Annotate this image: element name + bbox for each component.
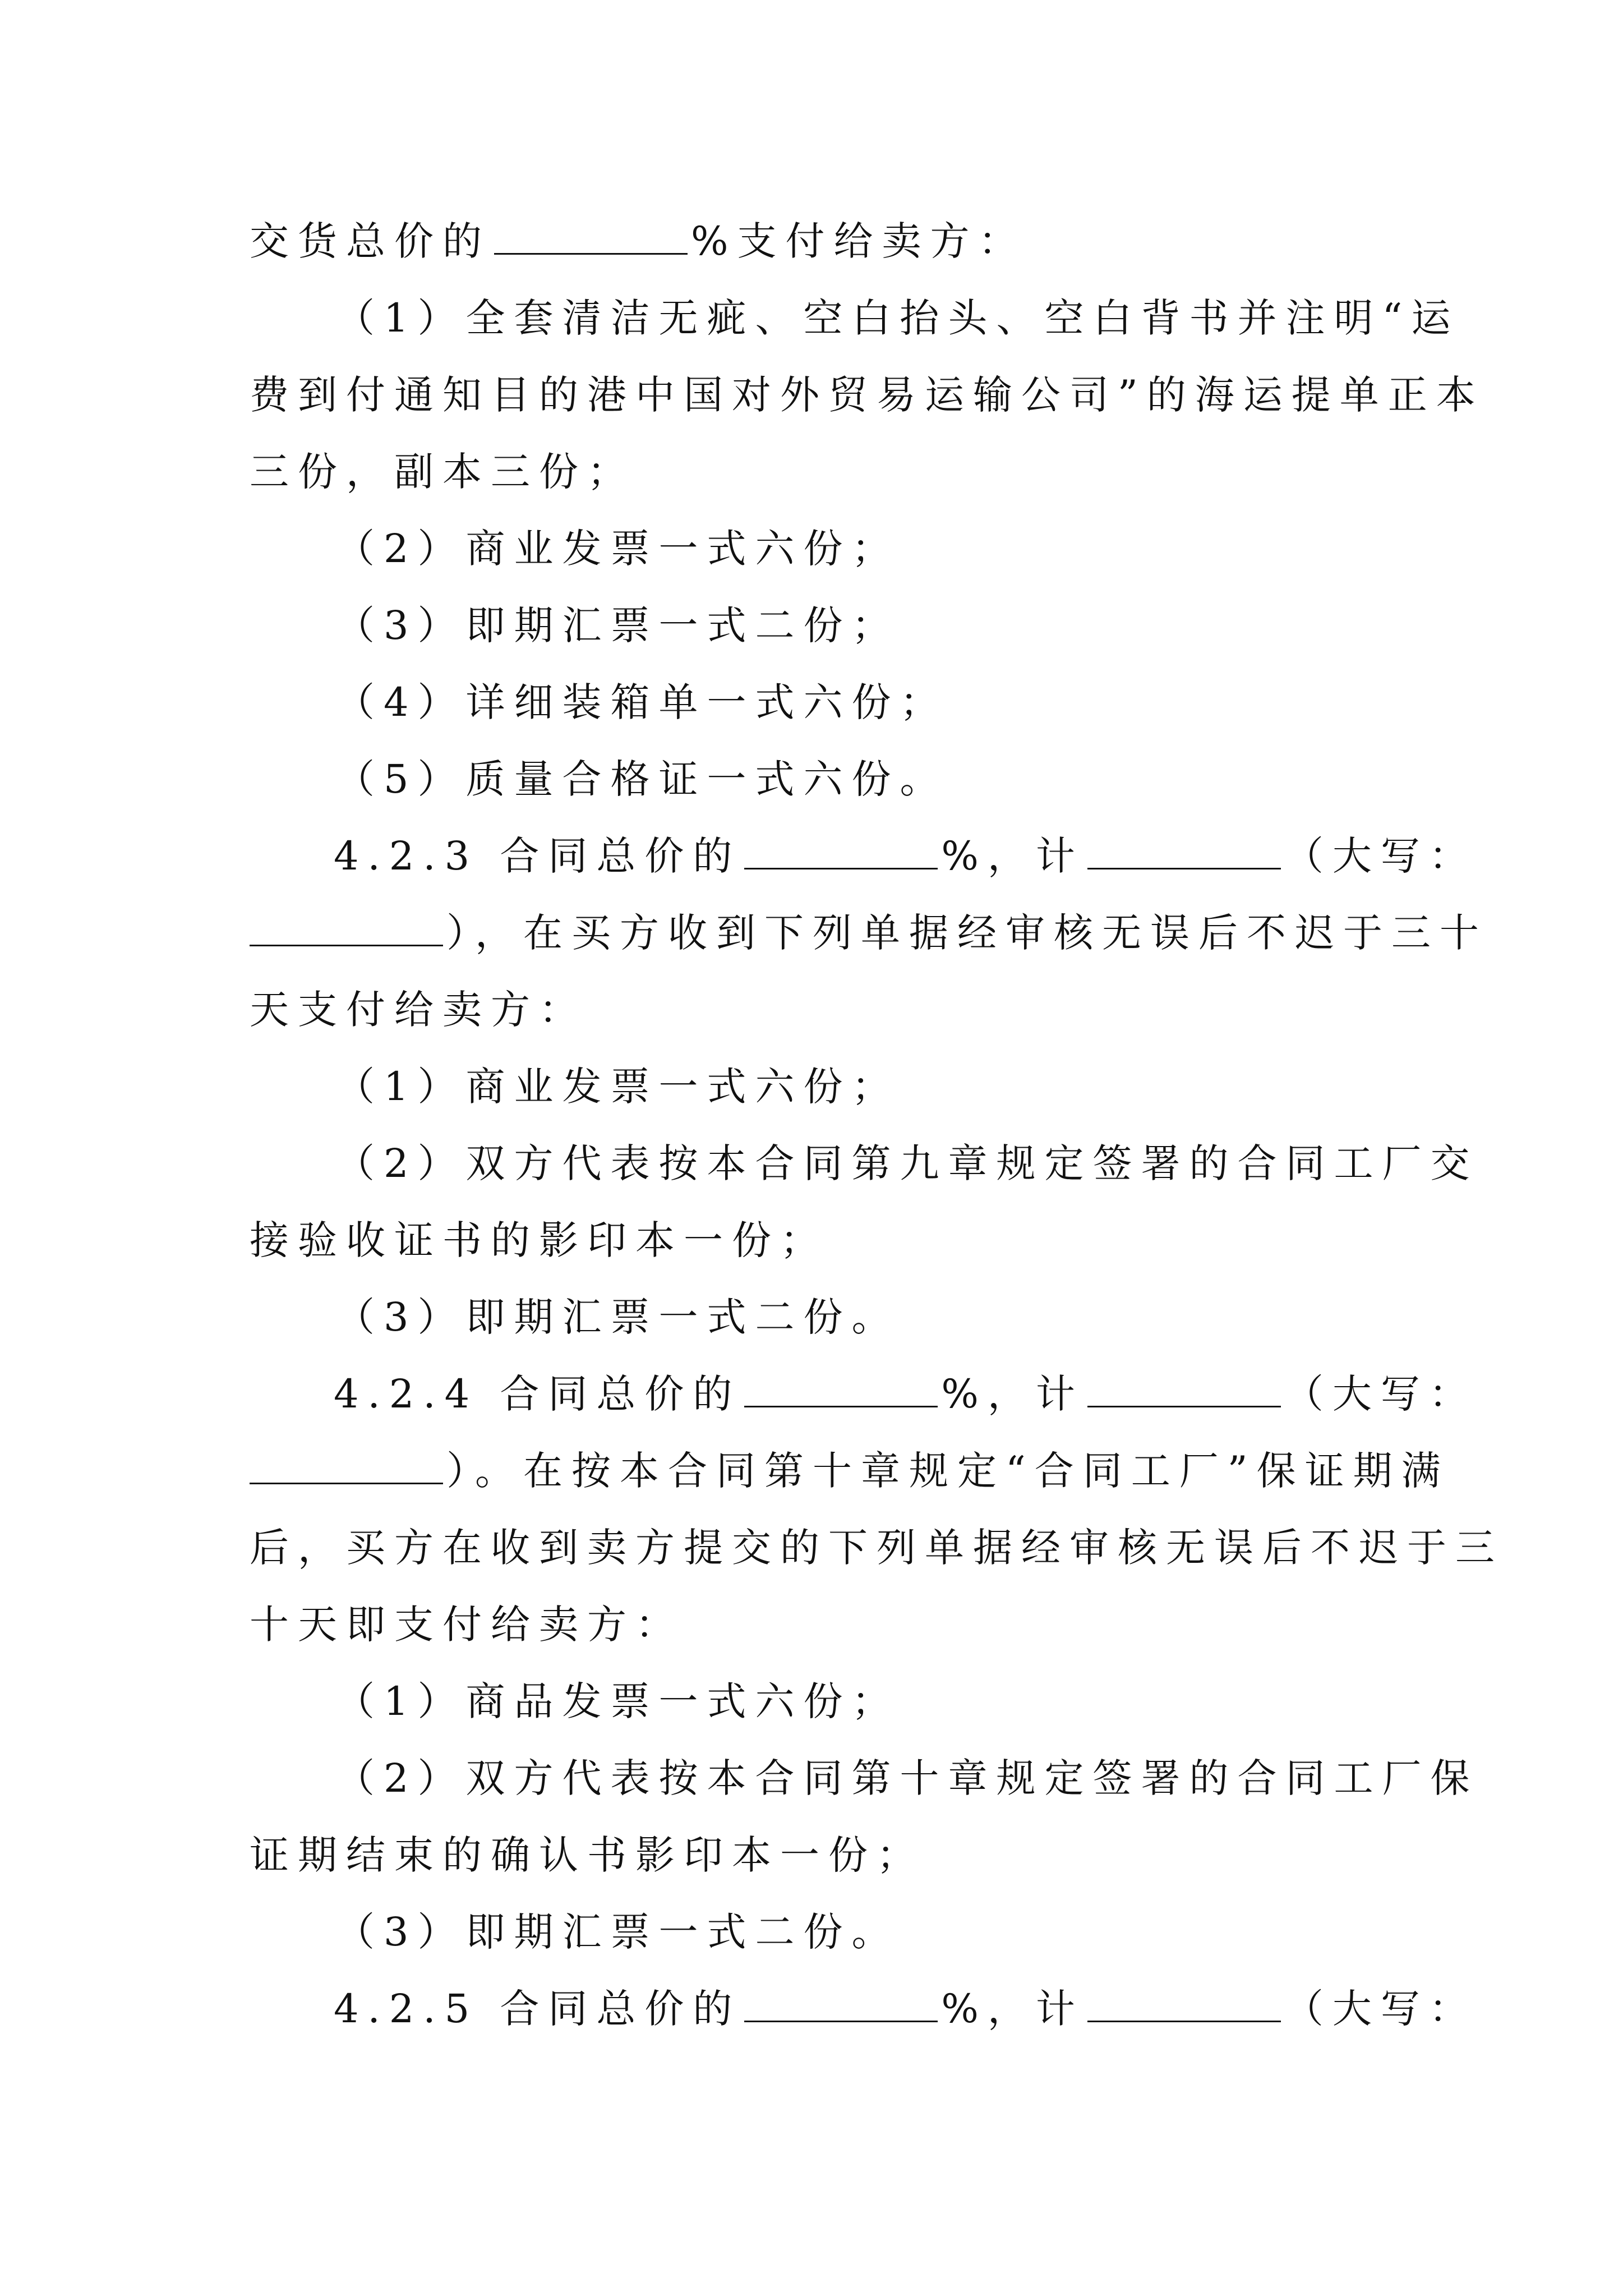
clause-number: 4.2.4 — [334, 1371, 479, 1417]
list-item-1: （1）商品发票一式六份； — [335, 1678, 900, 1724]
text-segment: 合同总价的 — [500, 833, 741, 879]
text-segment: %，计 — [941, 833, 1084, 879]
list-item-4: （4）详细装箱单一式六份； — [335, 679, 948, 725]
list-item-2: （2）商业发票一式六份； — [335, 526, 900, 572]
clause-4-2-5 — [334, 1984, 1477, 2034]
fill-in-blank — [250, 1448, 443, 1484]
text-segment: %，计 — [941, 1371, 1084, 1417]
text-segment: %，计 — [941, 1986, 1084, 2032]
clause-4-2-3 — [334, 831, 1477, 881]
list-item-1: （1）全套清洁无疵、空白抬头、空白背书并注明“运 — [335, 295, 1460, 341]
text-segment: （大写： — [1284, 833, 1477, 879]
paragraph-line: 接验收证书的影印本一份； — [250, 1217, 828, 1263]
fill-in-blank — [744, 1986, 938, 2022]
fill-in-blank — [1087, 1371, 1281, 1407]
paragraph-line — [250, 908, 1488, 958]
list-item-3: （3）即期汇票一式二份。 — [335, 1294, 900, 1340]
paragraph-line-1 — [250, 216, 1027, 266]
paragraph-line: 十天即支付给卖方： — [250, 1602, 684, 1648]
clause-number: 4.2.5 — [334, 1986, 479, 2032]
clause-4-2-4 — [334, 1369, 1477, 1419]
list-item-1: （1）商业发票一式六份； — [335, 1064, 900, 1110]
text-segment: （大写： — [1284, 1371, 1477, 1417]
text-segment: （大写： — [1284, 1986, 1477, 2032]
text-segment: 合同总价的 — [500, 1371, 741, 1417]
fill-in-blank — [1087, 1986, 1281, 2022]
fill-in-blank — [1087, 833, 1281, 869]
text-segment: %支付给卖方： — [691, 218, 1027, 264]
list-item-3: （3）即期汇票一式二份。 — [335, 1909, 900, 1955]
clause-number: 4.2.3 — [334, 833, 479, 879]
fill-in-blank — [494, 218, 688, 255]
paragraph-line: 费到付通知目的港中国对外贸易运输公司”的海运提单正本 — [250, 372, 1484, 418]
fill-in-blank — [744, 1371, 938, 1407]
paragraph-line — [250, 1446, 1450, 1496]
list-item-2: （2）双方代表按本合同第九章规定签署的合同工厂交 — [335, 1140, 1479, 1186]
paragraph-line: 三份，副本三份； — [250, 449, 635, 495]
fill-in-blank — [250, 910, 443, 946]
list-item-3: （3）即期汇票一式二份； — [335, 602, 900, 648]
list-item-2: （2）双方代表按本合同第十章规定签署的合同工厂保 — [335, 1755, 1479, 1801]
list-item-5: （5）质量合格证一式六份。 — [335, 756, 948, 802]
fill-in-blank — [744, 833, 938, 869]
paragraph-line: 后，买方在收到卖方提交的下列单据经审核无误后不迟于三 — [250, 1525, 1504, 1571]
paragraph-line: 证期结束的确认书影印本一份； — [250, 1832, 925, 1878]
paragraph-line: 天支付给卖方： — [250, 987, 587, 1033]
text-segment: 合同总价的 — [500, 1986, 741, 2032]
text-segment: 交货总价的 — [250, 218, 491, 264]
text-segment: ），在买方收到下列单据经审核无误后不迟于三十 — [446, 910, 1488, 956]
text-segment: ）。在按本合同第十章规定“合同工厂”保证期满 — [446, 1448, 1450, 1494]
